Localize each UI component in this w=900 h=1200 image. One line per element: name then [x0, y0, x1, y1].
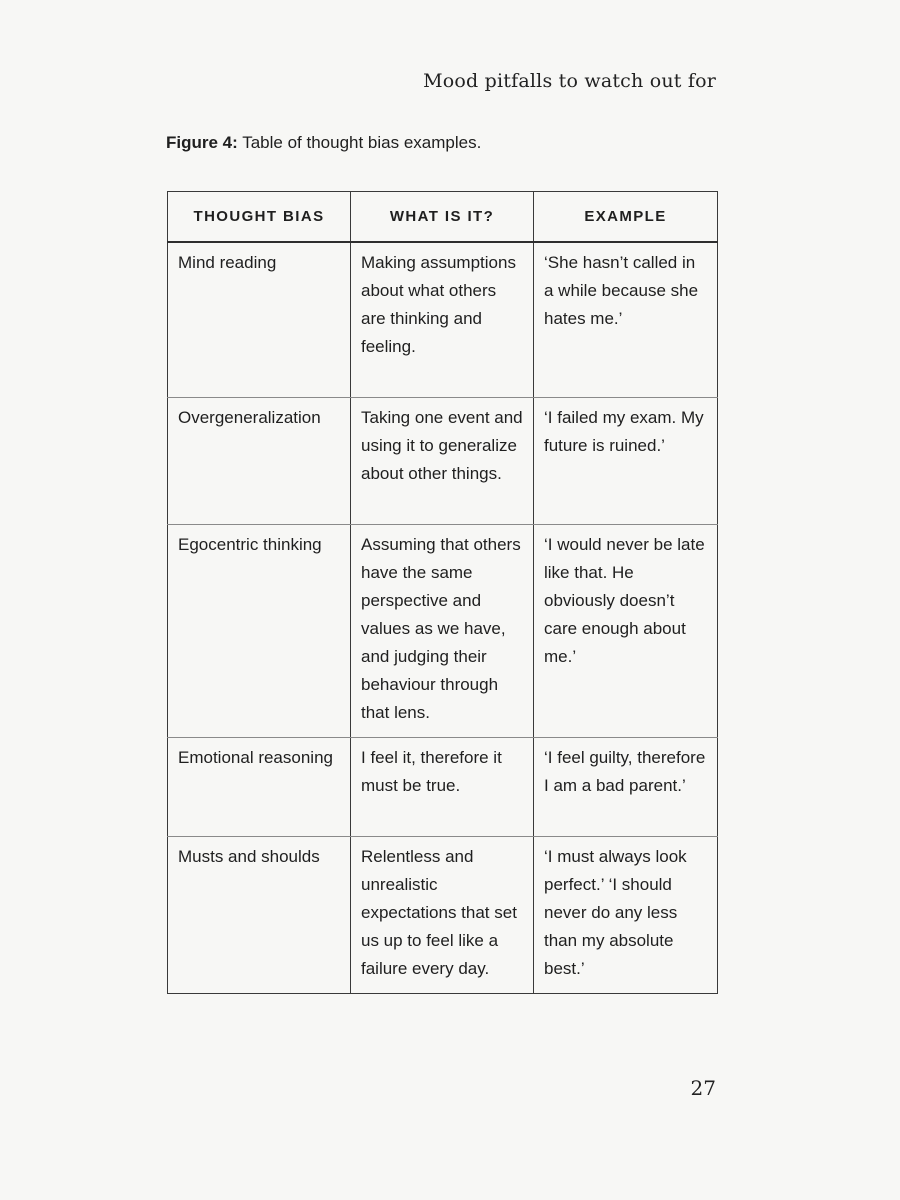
table-row: [168, 836, 718, 993]
figure-caption-text: Table of thought bias examples.: [242, 133, 482, 152]
table-row: [168, 524, 718, 737]
cell-what: Taking one event and using it to generalize about other things.: [351, 397, 534, 524]
cell-what: Relentless and unrealistic expectations that set us up to feel like a failure every day.: [351, 836, 534, 993]
table-header-row: [168, 192, 718, 243]
cell-bias: Egocentric thinking: [168, 524, 351, 737]
cell-example: ‘I failed my exam. My future is ruined.’: [534, 397, 718, 524]
page-number: 27: [690, 1076, 716, 1100]
table-row: [168, 737, 718, 836]
table-row: [168, 397, 718, 524]
cell-what: I feel it, therefore it must be true.: [351, 737, 534, 836]
cell-what: Making assumptions about what others are thinking and feeling.: [351, 242, 534, 397]
header-example: EXAMPLE: [534, 192, 718, 243]
cell-example: ‘I would never be late like that. He obviously doesn’t care enough about me.’: [534, 524, 718, 737]
figure-caption: [166, 133, 481, 153]
cell-bias: Emotional reasoning: [168, 737, 351, 836]
cell-example: ‘I must always look perfect.’ ‘I should never do any less than my absolute best.’: [534, 836, 718, 993]
header-what-is-it: WHAT IS IT?: [351, 192, 534, 243]
figure-label: Figure 4:: [166, 133, 238, 152]
cell-bias: Musts and shoulds: [168, 836, 351, 993]
cell-example: ‘I feel guilty, therefore I am a bad parent.’: [534, 737, 718, 836]
cell-what: Assuming that others have the same perspective and values as we have, and judging their behaviour through that lens.: [351, 524, 534, 737]
cell-bias: Overgeneralization: [168, 397, 351, 524]
running-head: Mood pitfalls to watch out for: [423, 70, 716, 92]
cell-example: ‘She hasn’t called in a while because she hates me.’: [534, 242, 718, 397]
thought-bias-table: [167, 191, 718, 994]
cell-bias: Mind reading: [168, 242, 351, 397]
table-row: [168, 242, 718, 397]
header-thought-bias: THOUGHT BIAS: [168, 192, 351, 243]
